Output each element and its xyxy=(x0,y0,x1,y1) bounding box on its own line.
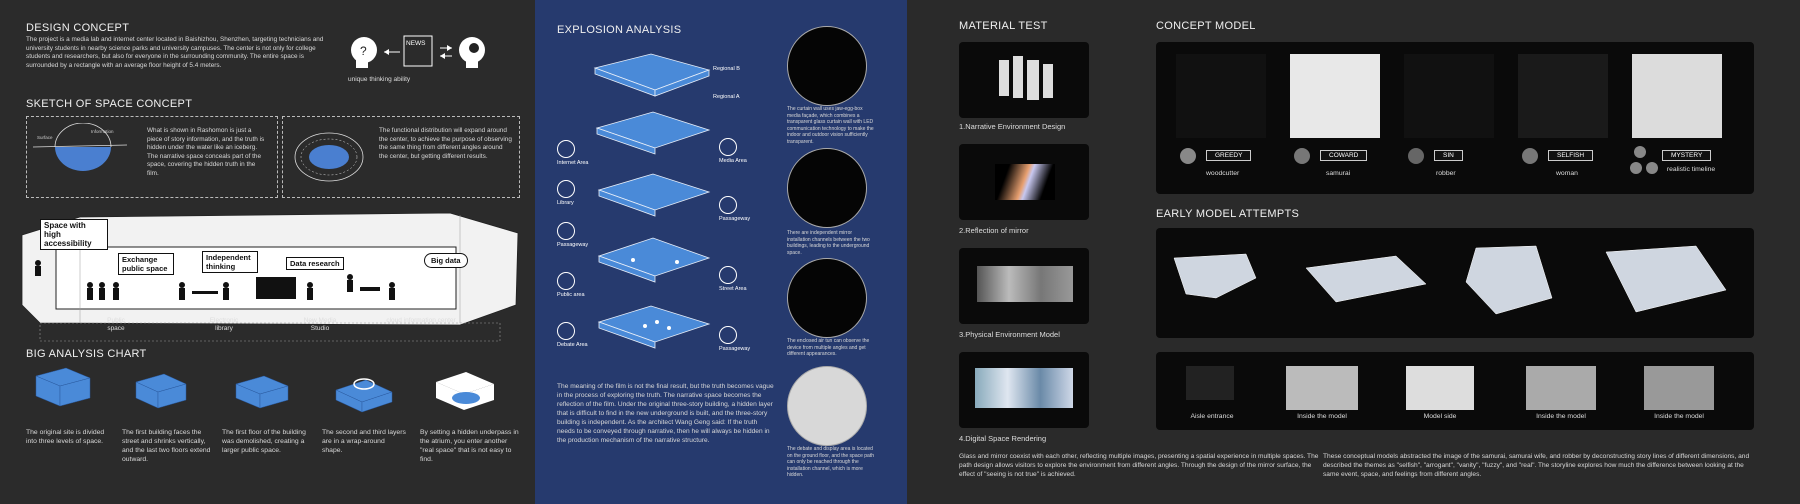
digital-render xyxy=(975,368,1073,408)
legend-regional-b: Regional B xyxy=(713,66,740,72)
avatar-woodcutter xyxy=(1180,148,1196,164)
physical-model xyxy=(977,266,1073,302)
material-caption-3: 3.Physical Environment Model xyxy=(959,330,1060,339)
label-passageway-right-1 xyxy=(719,196,750,222)
right-panel xyxy=(907,0,1800,504)
passageway-right-2-icon xyxy=(719,326,737,344)
left-label-2: Passageway xyxy=(557,242,589,248)
sketch-box-1 xyxy=(26,116,278,198)
early-photo-1 xyxy=(1186,366,1234,400)
avatar-group-1 xyxy=(1634,146,1646,158)
early-caption-3: Model side xyxy=(1423,413,1457,420)
tag-greedy: GREEDY xyxy=(1206,150,1251,161)
early-photo-4 xyxy=(1526,366,1596,410)
big-caption-2: The first building faces the street and shrinks vertically, and the last two floors extend outward. xyxy=(122,429,211,463)
early-caption-5: Inside the model xyxy=(1654,413,1704,420)
early-caption-4: Inside the model xyxy=(1536,413,1586,420)
big-blocks xyxy=(26,362,526,422)
early-photos-box xyxy=(1156,352,1754,430)
label-public-space: Public space xyxy=(107,317,125,332)
circle-text-2: There are independent mirror installation channels between the two buildings, leading to the underground space. xyxy=(787,230,870,256)
material-image-2 xyxy=(959,144,1089,220)
label-debate-area-group xyxy=(557,322,588,348)
library-icon xyxy=(557,180,575,198)
passageway-right-icon xyxy=(719,196,737,214)
material-title: MATERIAL TEST xyxy=(959,20,1048,32)
material-caption-1: 1.Narrative Environment Design xyxy=(959,122,1066,131)
mirror-light xyxy=(995,164,1055,200)
svg-text:Surface: Surface xyxy=(37,135,53,140)
street-icon xyxy=(719,266,737,284)
avatar-woman xyxy=(1522,148,1538,164)
early-caption-1: Aisle entrance xyxy=(1190,413,1234,420)
design-concept-title: DESIGN CONCEPT xyxy=(26,22,130,34)
tag-mystery: MYSTERY xyxy=(1662,150,1711,161)
left-label-1: Library xyxy=(557,200,574,206)
label-public-area-group xyxy=(557,272,585,298)
circle-photo-2 xyxy=(787,148,867,228)
circle-photo-1 xyxy=(787,26,867,106)
label-passageway-right-2 xyxy=(719,326,750,352)
material-text: Glass and mirror coexist with each other, reflecting multiple images, presenting a spatial experience in multiple spaces. The path design allows visitors to explore the environment from different angles. Through the design of the mirror surface, the effect of "seeing is not true" is achieved. xyxy=(959,453,1319,478)
thinking-caption: unique thinking ability xyxy=(348,76,411,83)
label-library-group xyxy=(557,180,575,206)
internet-icon xyxy=(557,140,575,158)
right-label-1: Passageway xyxy=(719,216,751,222)
bubble-independent: Independent thinking xyxy=(202,251,258,273)
news-label: NEWS xyxy=(406,40,426,47)
avatar-group-3 xyxy=(1646,162,1658,174)
concept-model-box xyxy=(1156,42,1754,194)
name-realistic-timeline: realistic timeline xyxy=(1666,166,1716,173)
svg-text:?: ? xyxy=(360,44,367,58)
public-area-icon xyxy=(557,272,575,290)
sketch-title: SKETCH OF SPACE CONCEPT xyxy=(26,98,193,110)
passageway-icon xyxy=(557,222,575,240)
tag-coward: COWARD xyxy=(1320,150,1367,161)
iceberg-sketch xyxy=(31,123,131,193)
label-passageway-group xyxy=(557,222,588,248)
sketch-text-1: What is shown in Rashomon is just a piece of story information, and the truth is hidden under the water like an iceberg. The narrative space conceals part of the space, covering the hidden truth in the film. xyxy=(147,127,265,177)
explosion-stack xyxy=(585,50,725,360)
label-internet-area-group xyxy=(557,140,589,166)
concept-model-photo-5 xyxy=(1632,54,1722,138)
name-robber: robber xyxy=(1436,170,1456,177)
big-caption-4: The second and third layers are in a wrap-around shape. xyxy=(322,429,406,454)
tag-sin: SIN xyxy=(1434,150,1463,161)
early-photo-5 xyxy=(1644,366,1714,410)
name-woman: woman xyxy=(1556,170,1578,177)
left-label-4: Debate Area xyxy=(557,342,588,348)
name-woodcutter: woodcutter xyxy=(1206,170,1240,177)
concept-model-photo-3 xyxy=(1404,54,1494,138)
early-photo-2 xyxy=(1286,366,1358,410)
left-label-0: Internet Area xyxy=(557,160,589,166)
big-caption-3: The first floor of the building was demolished, creating a larger public space. xyxy=(222,429,306,454)
circle-photo-4 xyxy=(787,366,867,446)
concept-model-photo-1 xyxy=(1176,54,1266,138)
avatar-robber xyxy=(1408,148,1424,164)
head-icons xyxy=(348,28,508,78)
material-image-4 xyxy=(959,352,1089,428)
debate-icon xyxy=(557,322,575,340)
circle-text-3: The enclosed air tun can observe the device from multiple angles and get different appearances. xyxy=(787,338,870,358)
design-concept-text: The project is a media lab and internet center located in Baishizhou, Shenzhen, targeting technicians and university students in nearby science parks and university campuses. The center is not only for college students and researchers, but also for everyone in the surrounding community. The entire space is surrounded by a rectangle with an average floor height of 5.4 meters. xyxy=(26,36,324,69)
material-caption-4: 4.Digital Space Rendering xyxy=(959,434,1047,443)
concept-model-photo-2 xyxy=(1290,54,1380,138)
bubble-data-research: Data research xyxy=(286,257,344,270)
legend-regional-a: Regional A xyxy=(713,94,740,100)
early-model-title: EARLY MODEL ATTEMPTS xyxy=(1156,208,1300,220)
name-samurai: samurai xyxy=(1326,170,1351,177)
circle-photo-3 xyxy=(787,258,867,338)
big-caption-5: By setting a hidden underpass in the atrium, you enter another "real space" that is not easy to find. xyxy=(420,429,519,463)
label-media-area-group xyxy=(719,138,747,164)
big-caption-1: The original site is divided into three levels of space. xyxy=(26,429,105,445)
early-model-box xyxy=(1156,228,1754,338)
big-chart-title: BIG ANALYSIS CHART xyxy=(26,348,147,360)
big-chart-diagrams xyxy=(26,362,526,422)
right-label-0: Media Area xyxy=(719,158,747,164)
early-text: These conceptual models abstracted the image of the samurai, samurai wife, and robber by deconstructing story lines of different dimensions, and described the themes as "selfish", "arrogant", "vanity", "fuzzy", and "real". The storyline explores how much the difference between looking at the same event, space, and feelings from different angles. xyxy=(1323,453,1750,478)
label-cloud-center: cloud information center xyxy=(386,317,456,324)
center-sketch xyxy=(291,125,371,189)
explosion-title: EXPLOSION ANALYSIS xyxy=(557,24,682,36)
early-photo-3 xyxy=(1406,366,1474,410)
material-caption-2: 2.Reflection of mirror xyxy=(959,226,1029,235)
explosion-body: The meaning of the film is not the final result, but the truth becomes vague in the process of exploring the truth. The narrative space becomes the reflection of the film. Under the original three-story building, a hidden layer that is difficult to find in the new underground is built, and the three-story building is independent. As the architect Wang Geng said: If the truth needs to be conveyed through narrative, then he will always be hidden in the production mechanism of the narrative structure. xyxy=(557,383,774,444)
tag-selfish: SELFISH xyxy=(1548,150,1593,161)
bubble-accessibility: Space with high accessibility xyxy=(40,219,108,250)
avatar-samurai xyxy=(1294,148,1310,164)
right-label-3: Passageway xyxy=(719,346,751,352)
thinking-diagram xyxy=(348,28,508,83)
svg-text:Information: Information xyxy=(91,129,114,134)
mirror-panels xyxy=(959,42,1089,118)
concept-model-title: CONCEPT MODEL xyxy=(1156,20,1256,32)
bubble-big-data: Big data xyxy=(424,253,468,268)
bubble-exchange: Exchange public space xyxy=(118,253,174,275)
label-street-area-group xyxy=(719,266,747,292)
left-panel xyxy=(0,0,535,504)
sketch-box-2 xyxy=(282,116,520,198)
avatar-group-2 xyxy=(1630,162,1642,174)
function-diagram xyxy=(20,205,520,345)
middle-panel xyxy=(535,0,907,504)
label-electronic-library: Electronic library xyxy=(209,317,239,332)
circle-text-4: The debate and display area is located on the ground floor, and the space path can only be reached through the installation channel, which is more hidden. xyxy=(787,446,875,479)
label-new-media: New Media Studio xyxy=(303,317,337,332)
circle-text-1: The curtain wall uses jaw-egg-box media façade, which combines a transparent glass curtain wall with LED communication technology to make the indoor and outdoor vision sufficiently transparent. xyxy=(787,106,874,145)
sketch-text-2: The functional distribution will expand around the center, to achieve the purpose of observing the same thing from different angles around the center, but getting different results. xyxy=(379,127,512,160)
material-image-1 xyxy=(959,42,1089,118)
left-label-3: Public area xyxy=(557,292,585,298)
concept-model-photo-4 xyxy=(1518,54,1608,138)
material-image-3 xyxy=(959,248,1089,324)
right-label-2: Street Area xyxy=(719,286,747,292)
early-models xyxy=(1156,228,1754,338)
early-caption-2: Inside the model xyxy=(1297,413,1347,420)
media-icon xyxy=(719,138,737,156)
